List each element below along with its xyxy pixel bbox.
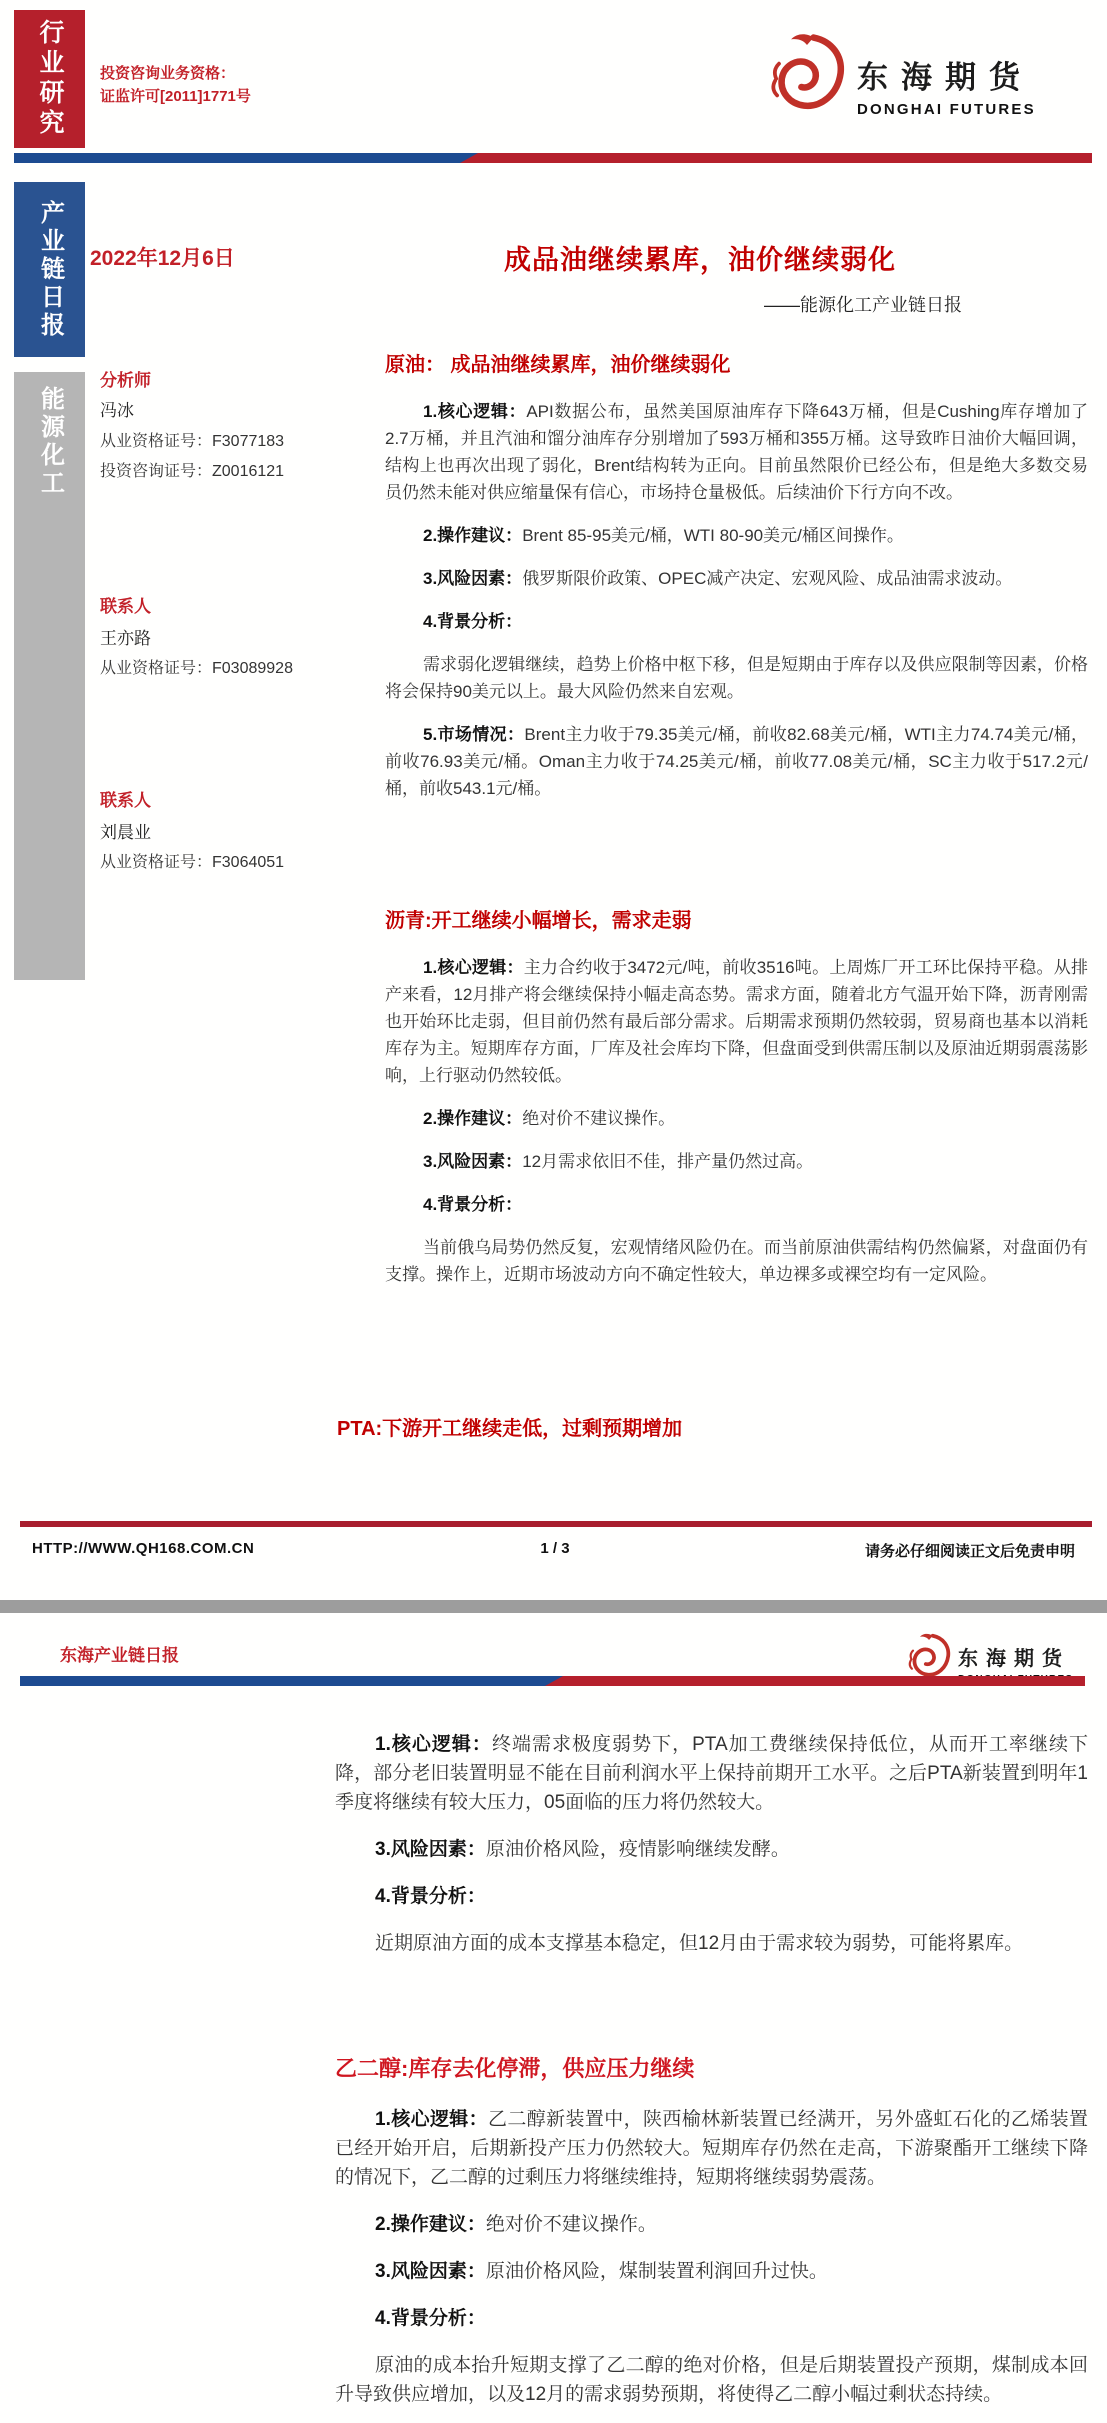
paragraph [335,1835,1088,1864]
paragraph [335,2105,1088,2192]
sidebar-label-energy-chem: 能源化工 [36,386,64,498]
section-crude-heading: 原油： 成品油继续累库，油价继续弱化 [385,354,731,376]
license-block [100,62,251,108]
paragraph-text: Brent 85-95美元/桶，WTI 80-90美元/桶区间操作。 [522,526,904,545]
paragraph-text: 乙二醇新装置中，陕西榆林新装置已经满开，另外盛虹石化的乙烯装置已经开始开启，后期新投产压力仍然较大。短期库存仍然在走高，下游聚酯开工继续下降的情况下，乙二醇的过剩压力将继续维持，短期将继续弱势震荡。 [335,2109,1088,2188]
paragraph-label: 3.风险因素： [423,569,523,588]
paragraph-text: 近期原油方面的成本支撑基本稳定，但12月由于需求较为弱势，可能将累库。 [375,1933,1024,1954]
sidebar-block-energy-chem [14,372,85,980]
paragraph-text: 主力合约收于3472元/吨，前收3516吨。上周炼厂开工环比保持平稳。从排产来看，12月排产将会继续保持小幅走高态势。需求方面，随着北方气温开始下降，沥青刚需也开始环比走弱，但目前仍然有最后部分需求。后期需求预期仍然较弱，贸易商也基本以消耗库存为主。短期库存方面，厂库及社会库均下降，但盘面受到供需压制以及原油近期弱震荡影响，上行驱动仍然较低。 [385,958,1089,1085]
paragraph [335,1882,1088,1911]
footer-rule [20,1521,1092,1527]
paragraph [385,1234,1088,1288]
sidebar-block-chain-daily [14,182,85,357]
paragraph [335,2210,1088,2239]
paragraph-label: 3.风险因素： [375,1839,486,1860]
license-line-1: 投资咨询业务资格： [100,65,236,82]
page-separator [0,1600,1107,1613]
logo-chinese-name: 东海期货 [857,60,1033,95]
paragraph-text: Brent主力收于79.35美元/桶，前收82.68美元/桶，WTI主力74.74美元/桶，前收76.93美元/桶。Oman主力收于74.25美元/桶，前收77.08美元/桶，SC主力收于517.2元/桶，前收543.1元/桶。 [385,725,1088,798]
paragraph-label: 4.背景分析： [423,612,523,631]
paragraph-label: 1.核心逻辑： [375,2109,489,2130]
paragraph-text: 当前俄乌局势仍然反复，宏观情绪风险仍在。而当前原油供需结构仍然偏紧，对盘面仍有支撑。操作上，近期市场波动方向不确定性较大，单边裸多或裸空均有一定风险。 [385,1238,1088,1284]
license-line-2: 证监许可[2011]1771号 [100,88,251,105]
paragraph [335,2351,1088,2409]
dragon-logo-icon [765,26,849,120]
paragraph [385,651,1088,705]
paragraph [335,1929,1088,1958]
contact-role: 联系人 [100,791,151,810]
paragraph-text: 12月需求依旧不佳，排产量仍然过高。 [522,1152,814,1171]
paragraph-text: 需求弱化逻辑继续，趋势上价格中枢下移，但是短期由于库存以及供应限制等因素，价格将会保持90美元以上。最大风险仍然来自宏观。 [385,655,1088,701]
sidebar-label-chain-daily: 产业链日报 [36,199,64,340]
paragraph-text: 绝对价不建议操作。 [485,2214,657,2235]
section-pta-heading: PTA:下游开工继续走低，过剩预期增加 [337,1418,683,1440]
paragraph-text: 绝对价不建议操作。 [522,1109,676,1128]
paragraph [385,608,1088,635]
page2-header-title: 东海产业链日报 [60,1646,179,1665]
paragraph-label: 2.操作建议： [423,526,523,545]
company-logo [765,26,1036,120]
paragraph-text: API数据公布，虽然美国原油库存下降643万桶，但是Cushing库存增加了2.7万桶，并且汽油和馏分油库存分别增加了593万桶和355万桶。这导致昨日油价大幅回调，结构上也再次出现了弱化，Brent结构转为正向。目前虽然限价已经公布，但是绝大多数交易员仍然未能对供应缩量保有信心，市场持仓量极低。后续油价下行方向不改。 [385,402,1088,502]
paragraph-label: 4.背景分析： [375,2308,486,2329]
paragraph [385,565,1088,592]
paragraph-label: 1.核心逻辑： [423,402,527,421]
paragraph-label: 3.风险因素： [423,1152,523,1171]
section-meg-heading: 乙二醇:库存去化停滞，供应压力继续 [335,2056,695,2081]
paragraph [385,954,1088,1089]
paragraph [385,522,1088,549]
contact-name: 王亦路 [100,629,151,648]
paragraph-text: 俄罗斯限价政策、OPEC减产决定、宏观风险、成品油需求波动。 [522,569,1013,588]
paragraph-label: 5.市场情况： [423,725,525,744]
report-title: 成品油继续累库，油价继续弱化 [504,245,896,275]
paragraph-text: 终端需求极度弱势下，PTA加工费继续保持低位，从而开工率继续下降，部分老旧装置明显不能在目前利润水平上保持前期开工水平。之后PTA新装置到明年1季度将继续有较大压力，05面临的压力将仍然较大。 [335,1734,1088,1813]
paragraph-label: 2.操作建议： [423,1109,523,1128]
paragraph-text: 原油的成本抬升短期支撑了乙二醇的绝对价格，但是后期装置投产预期，煤制成本回升导致供应增加，以及12月的需求弱势预期，将使得乙二醇小幅过剩状态持续。 [335,2355,1088,2405]
paragraph-label: 4.背景分析： [375,1886,486,1907]
footer-page-number: 1 / 3 [540,1540,570,1557]
paragraph-label: 3.风险因素： [375,2261,486,2282]
contact-role: 联系人 [100,597,151,616]
paragraph-label: 1.核心逻辑： [423,958,524,977]
contact-role: 分析师 [100,371,151,390]
paragraph [335,1730,1088,1817]
footer-url: HTTP://WWW.QH168.COM.CN [32,1540,255,1557]
section-bitumen-heading: 沥青:开工继续小幅增长，需求走弱 [385,910,692,932]
paragraph [335,2304,1088,2333]
report-date: 2022年12月6日 [90,247,235,270]
page2-header-rule-red [545,1676,1085,1686]
contact-name: 冯冰 [100,401,134,420]
paragraph-label: 1.核心逻辑： [375,1734,492,1755]
logo-chinese-name: 东海期货 [958,1648,1070,1670]
paragraph-label: 4.背景分析： [423,1195,523,1214]
section-bitumen [385,908,1088,1304]
sidebar-label-industry-research: 行业研究 [36,19,64,139]
contact-cert: 从业资格证号：F3077183 [100,433,285,450]
paragraph [385,1105,1088,1132]
section-pta-body [335,1730,1088,1976]
footer-disclaimer: 请务必仔细阅读正文后免责申明 [864,1543,1075,1560]
logo-english-name: DONGHAI FUTURES [857,101,1036,118]
paragraph [385,721,1088,802]
contact-cert: 投资咨询证号：Z0016121 [100,463,285,480]
contact-cert: 从业资格证号：F03089928 [100,660,293,677]
paragraph-label: 2.操作建议： [375,2214,486,2235]
paragraph [385,398,1088,506]
section-meg [335,2054,1088,2423]
paragraph-text: 原油价格风险，疫情影响继续发酵。 [485,1839,790,1860]
contact-cert: 从业资格证号：F3064051 [100,854,285,871]
header-rule-red [460,153,1092,163]
sidebar-block-industry-research [14,10,85,148]
section-crude-oil [385,352,1088,818]
contact-name: 刘晨业 [100,823,151,842]
report-subtitle: ——能源化工产业链日报 [764,295,962,315]
paragraph [385,1191,1088,1218]
paragraph [335,2257,1088,2286]
paragraph [385,1148,1088,1175]
paragraph-text: 原油价格风险，煤制装置利润回升过快。 [485,2261,828,2282]
